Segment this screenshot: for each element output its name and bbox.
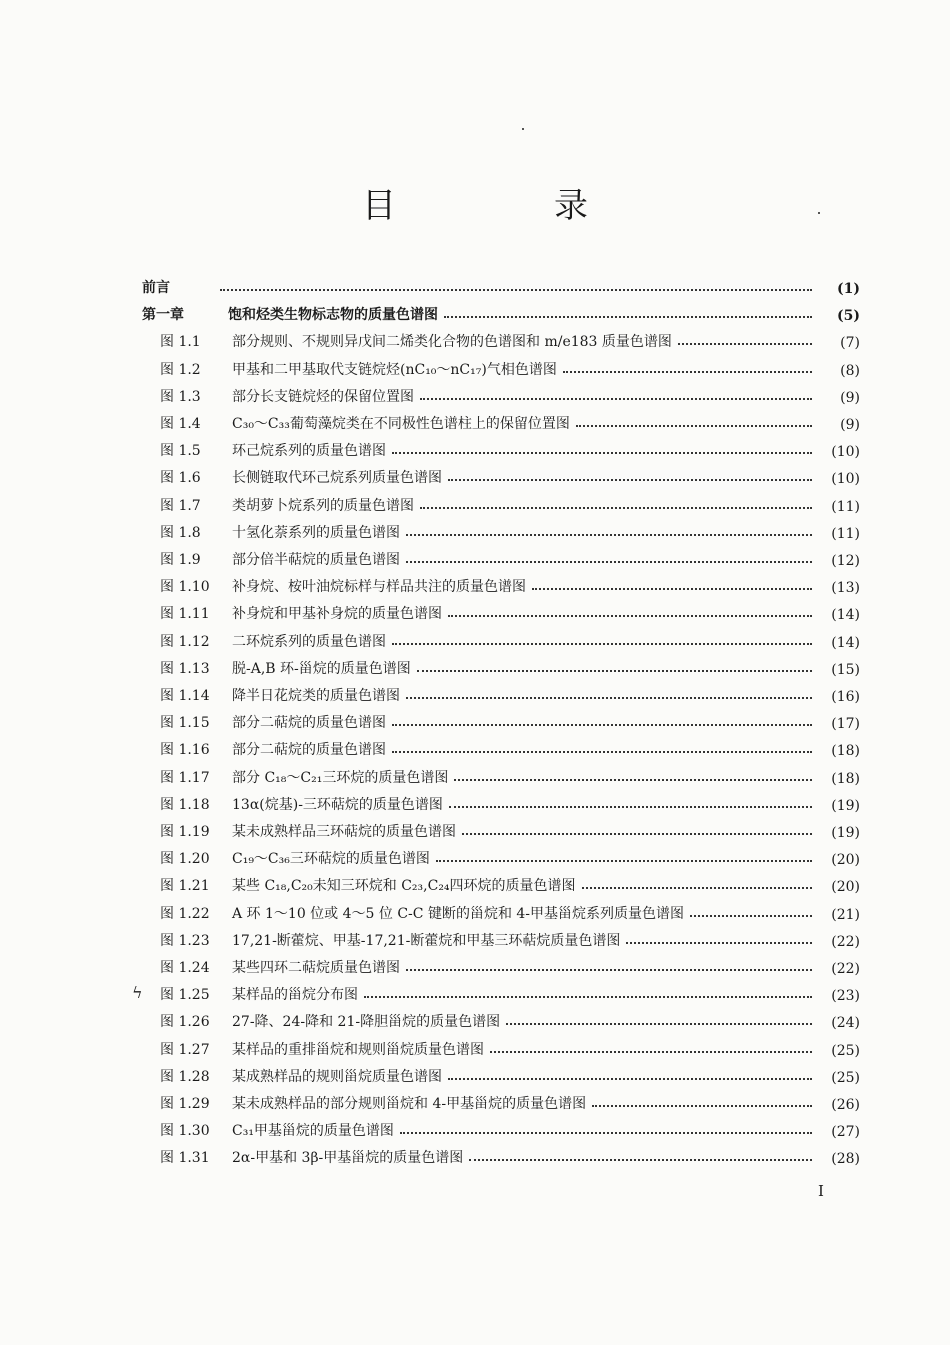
toc-entry-title: 某样品的甾烷分布图 [232,987,358,1004]
toc-entry [160,438,860,460]
toc-leader-dots [506,1023,812,1025]
toc-entry-title: C₃₀～C₃₃葡萄藻烷类在不同极性色谱柱上的保留位置图 [232,416,570,432]
toc-entry-title: 二环烷系列的质量色谱图 [232,633,386,650]
toc-entry [160,574,860,596]
toc-entry-title: 部分长支链烷烃的保留位置图 [232,388,414,405]
toc-entry-title: 环己烷系列的质量色谱图 [232,443,386,460]
toc-entry-number: 图 1.6 [160,470,201,487]
toc-entry-number: 前言 [142,280,170,296]
toc-leader-dots [469,1159,812,1161]
toc-entry-page: (22) [831,933,860,950]
toc-entry [160,465,860,487]
toc-entry [160,329,860,351]
toc-entry [160,737,860,759]
toc-entry-page: (24) [831,1015,860,1032]
toc-entry [160,873,860,895]
toc-entry-page: (23) [831,988,860,1005]
toc-entry [160,846,860,868]
toc-entry [160,1037,860,1059]
toc-entry-title: 部分倍半萜烷的质量色谱图 [232,552,400,568]
toc-entry-title: 2α-甲基和 3β-甲基甾烷的质量色谱图 [232,1150,464,1167]
toc-leader-dots [364,996,812,998]
toc-entry-number: 图 1.22 [160,905,210,922]
toc-entry-title: 某样品的重排甾烷和规则甾烷质量色谱图 [232,1041,484,1058]
toc-entry-title: 某些四环二萜烷质量色谱图 [232,960,400,976]
toc-leader-dots [448,479,812,481]
toc-entry-title: 部分规则、不规则异戊间二烯类化合物的色谱图和 m/e183 质量色谱图 [232,334,672,351]
toc-leader-dots [392,724,812,726]
toc-leader-dots [490,1051,812,1053]
toc-entry-title: C₁₉～C₃₆三环萜烷的质量色谱图 [232,851,430,868]
toc-entry-page: (19) [831,797,860,814]
toc-entry [160,710,860,732]
toc-entry [160,819,860,841]
toc-entry-number: 图 1.18 [160,796,210,813]
toc-entry [160,1064,860,1086]
toc-entry-number: 图 1.29 [160,1096,210,1112]
toc-entry-number: 图 1.25 [160,987,210,1004]
toc-entry-number: 图 1.17 [160,769,210,786]
toc-leader-dots [417,670,812,672]
toc-entry-title: A 环 1～10 位或 4～5 位 C-C 键断的甾烷和 4-甲基甾烷系列质量色谱图 [232,905,685,922]
toc-entry-page: (26) [831,1097,860,1113]
toc-entry [160,357,860,379]
toc-entry-number: 图 1.2 [160,361,201,378]
toc-entry [160,493,860,515]
toc-entry-page: (19) [831,825,860,841]
page-folio: Ⅰ [818,1182,824,1200]
toc-entry-number: 第一章 [142,307,184,324]
toc-entry-number: 图 1.23 [160,932,210,949]
toc-entry-title: 某些 C₁₈,C₂₀未知三环烷和 C₂₃,C₂₄四环烷的质量色谱图 [232,878,576,895]
toc-entry-title: C₃₁甲基甾烷的质量色谱图 [232,1123,394,1140]
toc-entry-page: (14) [831,607,860,624]
toc-entry [160,955,860,977]
toc-leader-dots [392,643,812,645]
toc-entry-page: (18) [831,743,860,760]
toc-leader-dots [690,915,812,917]
toc-entry [160,928,860,950]
toc-entry-page: (18) [831,770,860,787]
toc-entry-number: 图 1.1 [160,334,201,351]
toc-entry-title: 某成熟样品的规则甾烷质量色谱图 [232,1068,442,1085]
toc-leader-dots [406,534,812,536]
toc-entry [160,1009,860,1031]
toc-entry-page: (11) [831,498,860,515]
toc-leader-dots [626,942,812,944]
toc-entry-page: (21) [831,906,860,923]
page-title: 目 录 [362,186,650,226]
toc-entry-number: 图 1.24 [160,960,210,976]
toc-entry-number: 图 1.27 [160,1041,210,1058]
toc-entry-number: 图 1.28 [160,1068,210,1085]
toc-entry-number: 图 1.16 [160,742,210,759]
toc-entry-number: 图 1.7 [160,497,201,514]
toc-entry-number: 图 1.5 [160,443,201,460]
toc-entry-page: (20) [831,879,860,896]
toc-entry [160,1091,860,1113]
toc-entry-title: 某未成熟样品的部分规则甾烷和 4-甲基甾烷的质量色谱图 [232,1096,587,1112]
toc-entry [160,547,860,569]
toc-entry-number: 图 1.3 [160,388,201,405]
toc-entry-page: (14) [831,634,860,651]
toc-leader-dots [448,1078,812,1080]
toc-entry-page: (11) [831,525,860,542]
toc-entry-number: 图 1.8 [160,524,201,541]
toc-entry-number: 图 1.13 [160,660,210,677]
toc-entry-page: (15) [831,661,860,678]
toc-entry-number: 图 1.10 [160,579,210,596]
toc-entry [160,601,860,623]
toc-entry [160,629,860,651]
toc-entry [160,1145,860,1167]
toc-entry [142,302,860,324]
toc-entry-number: 图 1.19 [160,824,210,840]
toc-entry-page: (5) [837,308,860,325]
toc-entry-number: 图 1.15 [160,715,210,732]
toc-entry-title: 饱和烃类生物标志物的质量色谱图 [228,307,438,324]
toc-entry-title: 长侧链取代环己烷系列质量色谱图 [232,470,442,487]
toc-entry-page: (9) [840,417,860,433]
toc-entry-number: 图 1.31 [160,1150,210,1167]
toc-leader-dots [582,887,812,889]
toc-entry-page: (8) [840,362,860,379]
toc-entry-page: (28) [831,1151,860,1168]
toc-leader-dots [420,507,812,509]
toc-entry-title: 部分二萜烷的质量色谱图 [232,742,386,759]
toc-entry-title: 补身烷和甲基补身烷的质量色谱图 [232,606,442,623]
toc-leader-dots [444,316,812,318]
toc-entry-title: 17,21-断藿烷、甲基-17,21-断藿烷和甲基三环萜烷质量色谱图 [232,932,621,949]
toc-entry [160,656,860,678]
toc-entry [160,411,860,433]
toc-leader-dots [454,779,812,781]
toc-entry-page: (25) [831,1042,860,1059]
toc-entry-page: (9) [840,389,860,406]
toc-entry [160,1118,860,1140]
toc-leader-dots [400,1132,812,1134]
toc-entry [160,765,860,787]
toc-entry-title: 十氢化萘系列的质量色谱图 [232,524,400,541]
toc-leader-dots [406,561,812,563]
toc-entry-number: 图 1.26 [160,1014,210,1031]
toc-entry-number: 图 1.21 [160,878,210,895]
toc-entry [160,520,860,542]
toc-leader-dots [220,289,812,291]
toc-leader-dots [592,1105,812,1107]
toc-entry-page: (13) [831,580,860,597]
toc-entry-title: 27-降、24-降和 21-降胆甾烷的质量色谱图 [232,1014,501,1031]
toc-leader-dots [576,425,812,427]
margin-handwritten-mark: ϟ [132,983,143,1002]
toc-entry [160,792,860,814]
toc-leader-dots [462,833,812,835]
toc-entry-title: 甲基和二甲基取代支链烷烃(nC₁₀～nC₁₇)气相色谱图 [232,361,557,378]
toc-entry-page: (7) [840,335,860,352]
toc-entry-number: 图 1.12 [160,633,210,650]
toc-leader-dots [448,615,812,617]
toc-entry-page: (10) [831,444,860,461]
toc-entry-page: (22) [831,961,860,977]
toc-leader-dots [406,697,812,699]
toc-entry-title: 脱-A,B 环-甾烷的质量色谱图 [232,660,411,677]
toc-entry-page: (12) [831,553,860,569]
toc-entry-number: 图 1.9 [160,552,201,568]
scan-speck [522,128,524,130]
toc-leader-dots [420,398,812,400]
toc-entry-title: 部分二萜烷的质量色谱图 [232,715,386,732]
toc-entry-page: (25) [831,1069,860,1086]
toc-entry-number: 图 1.4 [160,416,201,432]
toc-entry-number: 图 1.11 [160,606,210,623]
toc-entry [160,384,860,406]
toc-leader-dots [392,452,812,454]
toc-entry-page: (27) [831,1124,860,1141]
toc-entry-page: (20) [831,852,860,869]
scan-speck [818,212,820,214]
toc-leader-dots [406,969,812,971]
toc-entry-title: 某未成熟样品三环萜烷的质量色谱图 [232,824,456,840]
toc-entry-number: 图 1.14 [160,688,210,704]
toc-leader-dots [532,588,812,590]
toc-entry-title: 部分 C₁₈～C₂₁三环烷的质量色谱图 [232,769,449,786]
toc-entry-page: (10) [831,471,860,488]
toc-entry-page: (17) [831,716,860,733]
toc-entry [160,683,860,705]
toc-leader-dots [678,343,812,345]
toc-entry-title: 补身烷、桉叶油烷标样与样品共注的质量色谱图 [232,579,526,596]
toc-entry [160,901,860,923]
toc-entry [160,982,860,1004]
toc-entry [142,275,860,297]
toc-entry-title: 降半日花烷类的质量色谱图 [232,688,400,704]
toc-leader-dots [449,806,812,808]
toc-entry-title: 类胡萝卜烷系列的质量色谱图 [232,497,414,514]
toc-leader-dots [392,751,812,753]
toc-entry-number: 图 1.20 [160,851,210,868]
toc-leader-dots [436,860,812,862]
toc-entry-page: (16) [831,689,860,705]
toc-entry-number: 图 1.30 [160,1123,210,1140]
toc-entry-page: (1) [837,281,860,297]
toc-entry-title: 13α(烷基)-三环萜烷的质量色谱图 [232,796,443,813]
toc-leader-dots [563,371,812,373]
